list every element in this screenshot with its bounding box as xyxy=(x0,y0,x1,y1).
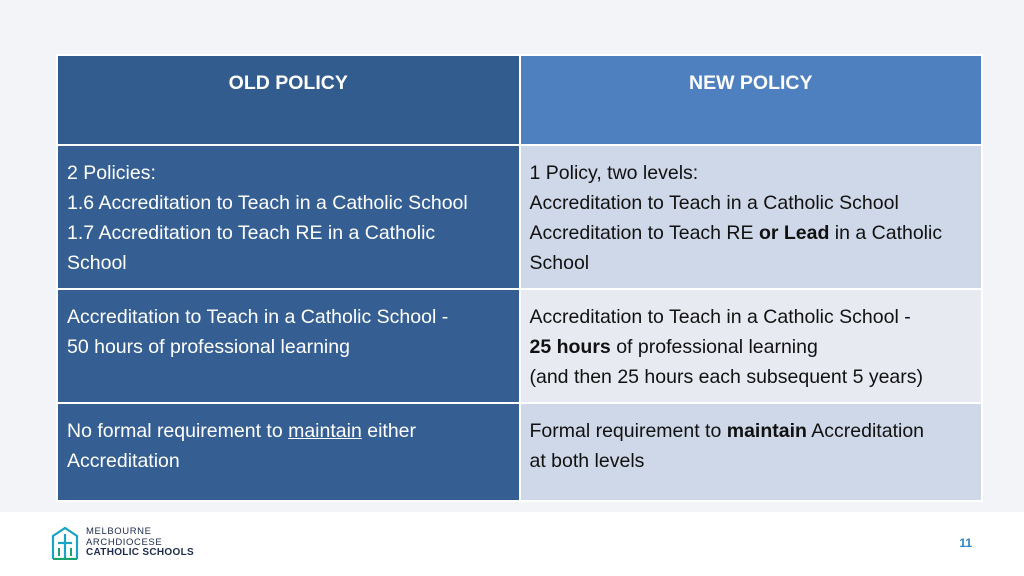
emphasis-text: maintain xyxy=(726,420,807,442)
table-row xyxy=(57,289,982,403)
emphasis-text: or Lead xyxy=(758,222,830,244)
cell-line: at both levels xyxy=(529,450,645,472)
underlined-text: maintain xyxy=(288,420,362,442)
cell-text: of professional learning xyxy=(610,336,818,358)
old-policy-cell xyxy=(57,403,520,501)
logo-line: CATHOLIC SCHOOLS xyxy=(86,547,194,558)
old-policy-cell xyxy=(57,145,520,289)
page-number: 11 xyxy=(959,536,972,550)
logo-wordmark xyxy=(86,527,194,559)
table-header-row xyxy=(57,55,982,145)
emphasis-text: 25 hours xyxy=(529,336,611,358)
new-policy-cell xyxy=(520,145,983,289)
old-policy-cell xyxy=(57,289,520,403)
table-row xyxy=(57,403,982,501)
cell-line: 1.6 Accreditation to Teach in a Catholic School xyxy=(67,192,468,214)
cell-line: 1.7 Accreditation to Teach RE in a Catholic xyxy=(67,222,436,244)
cell-line xyxy=(67,416,510,446)
logo-line: ARCHDIOCESE xyxy=(86,536,163,548)
cell-line: Accreditation to Teach in a Catholic School xyxy=(529,192,899,214)
header-old-policy: OLD POLICY xyxy=(57,55,520,145)
cell-line xyxy=(530,218,973,248)
cell-line: 2 Policies: xyxy=(67,162,156,184)
cell-line: Accreditation xyxy=(67,450,180,472)
cell-line xyxy=(530,332,973,362)
cell-text: in a Catholic xyxy=(829,222,943,244)
new-policy-cell xyxy=(520,289,983,403)
cell-line: (and then 25 hours each subsequent 5 years) xyxy=(529,366,924,388)
policy-comparison-table xyxy=(56,54,983,502)
new-policy-cell xyxy=(520,403,983,501)
header-new-policy: NEW POLICY xyxy=(520,55,983,145)
church-logo-icon xyxy=(50,526,80,560)
cell-text: either xyxy=(361,420,417,442)
cell-text: Accreditation xyxy=(806,420,925,442)
cell-text: Accreditation to Teach RE xyxy=(529,222,759,244)
logo-line: MELBOURNE xyxy=(86,526,152,537)
cell-text: No formal requirement to xyxy=(67,420,289,442)
cell-line: Accreditation to Teach in a Catholic School - xyxy=(67,306,449,328)
cell-line: 50 hours of professional learning xyxy=(67,336,350,358)
cell-line xyxy=(530,416,973,446)
cell-line: Accreditation to Teach in a Catholic School - xyxy=(529,306,911,328)
cell-text: Formal requirement to xyxy=(529,420,727,442)
cell-line: School xyxy=(67,252,127,274)
cell-line: 1 Policy, two levels: xyxy=(529,162,699,184)
table-row xyxy=(57,145,982,289)
cell-line: School xyxy=(529,252,590,274)
